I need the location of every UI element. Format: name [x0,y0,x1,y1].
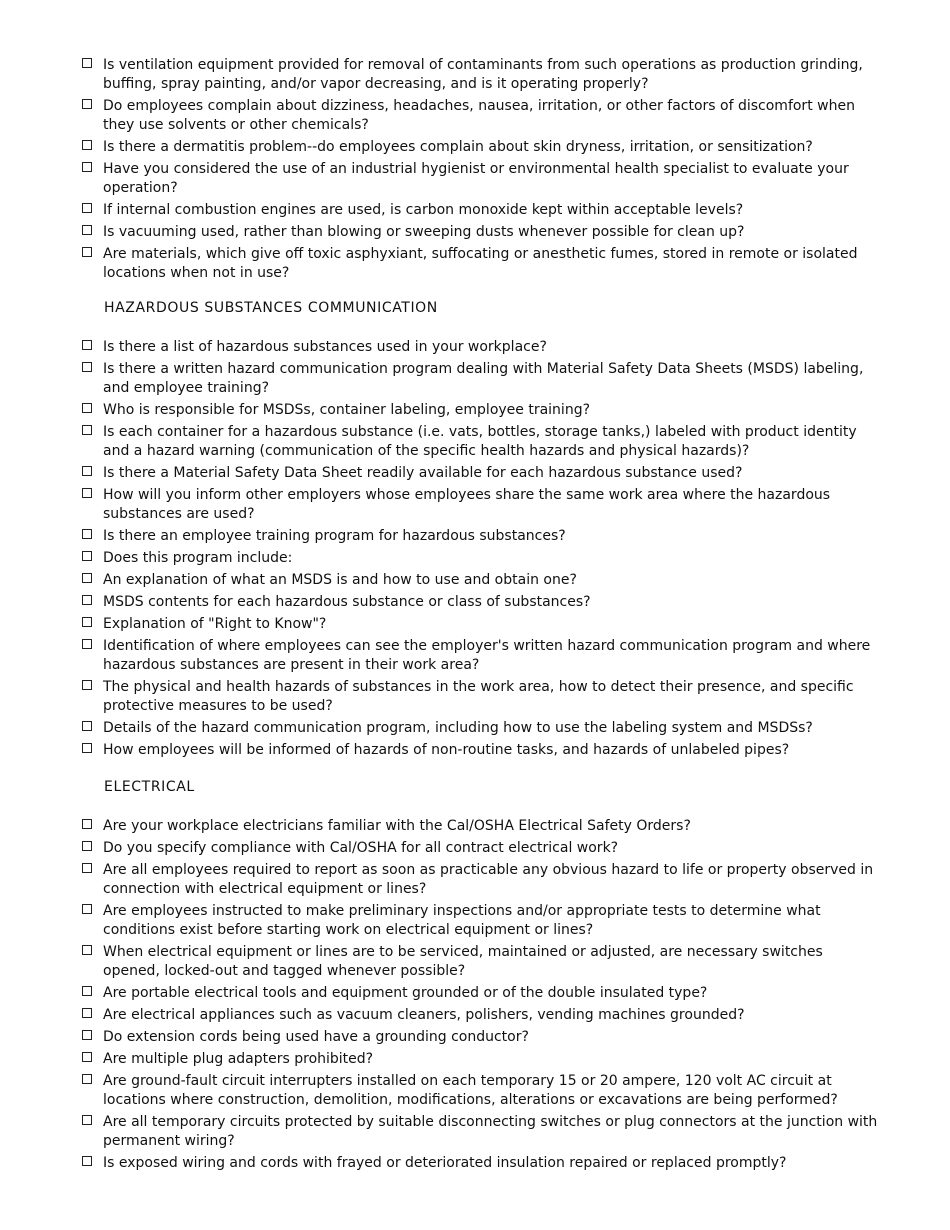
item-text: Explanation of "Right to Know"? [103,616,327,632]
item-text: Are materials, which give off toxic asphyxiant, suffocating or anesthetic fumes, stored in remote or isolated locations when not in use? [103,246,858,281]
list-item [82,401,882,420]
checkbox[interactable] [82,1115,92,1125]
list-item [82,984,882,1003]
item-text: Have you considered the use of an industrial hygienist or environmental health specialist to evaluate your operation? [103,161,849,196]
checkbox[interactable] [82,1008,92,1018]
item-text: Is there a list of hazardous substances used in your workplace? [103,339,547,355]
item-text: Is there a dermatitis problem--do employees complain about skin dryness, irritation, or sensitization? [103,139,813,155]
item-text: Is there an employee training program for hazardous substances? [103,528,566,544]
item-text: Is there a Material Safety Data Sheet readily available for each hazardous substance used? [103,465,743,481]
checkbox[interactable] [82,140,92,150]
list-item [82,817,882,836]
list-item [82,1154,882,1173]
list-item [82,423,882,461]
checkbox[interactable] [82,1052,92,1062]
list-item [82,549,882,568]
checkbox[interactable] [82,639,92,649]
item-text: Details of the hazard communication program, including how to use the labeling system and MSDSs? [103,720,813,736]
list-item [82,201,882,220]
checkbox[interactable] [82,203,92,213]
checkbox[interactable] [82,595,92,605]
item-text: Do extension cords being used have a grounding conductor? [103,1029,529,1045]
item-text: If internal combustion engines are used, is carbon monoxide kept within acceptable levels? [103,202,744,218]
list-item [82,97,882,135]
item-text: How employees will be informed of hazards of non-routine tasks, and hazards of unlabeled pipes? [103,742,790,758]
section-heading-electrical: ELECTRICAL [104,779,195,795]
checkbox[interactable] [82,1030,92,1040]
checkbox[interactable] [82,863,92,873]
checkbox[interactable] [82,403,92,413]
checkbox[interactable] [82,225,92,235]
checkbox[interactable] [82,551,92,561]
item-text: Are all employees required to report as soon as practicable any obvious hazard to life or property observed in connection with electrical equipment or lines? [103,862,874,897]
checkbox[interactable] [82,425,92,435]
item-text: An explanation of what an MSDS is and how to use and obtain one? [103,572,577,588]
hazardous-substances-section [82,338,882,760]
list-item [82,245,882,283]
item-text: Are multiple plug adapters prohibited? [103,1051,374,1067]
item-text: Are employees instructed to make preliminary inspections and/or appropriate tests to determine what conditions exist before starting work on electrical equipment or lines? [103,903,821,938]
item-text: Are portable electrical tools and equipment grounded or of the double insulated type? [103,985,708,1001]
item-text: Do employees complain about dizziness, headaches, nausea, irritation, or other factors of discomfort when they use solvents or other chemicals? [103,98,855,133]
item-text: How will you inform other employers whose employees share the same work area where the hazardous substances are used? [103,487,831,522]
item-text: Is vacuuming used, rather than blowing or sweeping dusts whenever possible for clean up? [103,224,745,240]
list-item [82,160,882,198]
list-item [82,637,882,675]
checkbox[interactable] [82,573,92,583]
checkbox[interactable] [82,340,92,350]
list-item [82,1113,882,1151]
item-text: Is ventilation equipment provided for removal of contaminants from such operations as production grinding, buffing, spray painting, and/or vapor decreasing, and is it operating properly? [103,57,863,92]
section-heading-hazardous-substances: HAZARDOUS SUBSTANCES COMMUNICATION [104,300,438,316]
item-text: Identification of where employees can see the employer's written hazard communication program and where hazardous substances are present in their work area? [103,638,871,673]
checkbox[interactable] [82,617,92,627]
checkbox[interactable] [82,58,92,68]
list-item [82,902,882,940]
checkbox[interactable] [82,247,92,257]
item-text: Is exposed wiring and cords with frayed or deteriorated insulation repaired or replaced promptly? [103,1155,787,1171]
item-text: Is there a written hazard communication program dealing with Material Safety Data Sheets (MSDS) labeling, and employee training? [103,361,864,396]
checkbox[interactable] [82,488,92,498]
checkbox[interactable] [82,819,92,829]
list-item [82,338,882,357]
checkbox[interactable] [82,362,92,372]
checkbox[interactable] [82,466,92,476]
checkbox[interactable] [82,1156,92,1166]
checkbox[interactable] [82,945,92,955]
item-text: Who is responsible for MSDSs, container labeling, employee training? [103,402,591,418]
item-text: Are all temporary circuits protected by suitable disconnecting switches or plug connectors at the junction with permanent wiring? [103,1114,878,1149]
checkbox[interactable] [82,743,92,753]
checkbox[interactable] [82,721,92,731]
list-item [82,615,882,634]
list-item [82,861,882,899]
electrical-section [82,817,882,1173]
checkbox[interactable] [82,162,92,172]
list-item [82,527,882,546]
list-item [82,571,882,590]
list-item [82,593,882,612]
checkbox[interactable] [82,904,92,914]
checkbox[interactable] [82,680,92,690]
item-text: The physical and health hazards of substances in the work area, how to detect their presence, and specific protective measures to be used? [103,679,854,714]
list-item [82,943,882,981]
checkbox[interactable] [82,99,92,109]
list-item [82,464,882,483]
item-text: Does this program include: [103,550,293,566]
list-item [82,719,882,738]
list-item [82,223,882,242]
item-text: Do you specify compliance with Cal/OSHA for all contract electrical work? [103,840,619,856]
list-item [82,741,882,760]
list-item [82,138,882,157]
item-text: Is each container for a hazardous substance (i.e. vats, bottles, storage tanks,) labeled with product identity and a hazard warning (communication of the specific health hazards and physical hazards)? [103,424,857,459]
list-item [82,678,882,716]
list-item [82,1006,882,1025]
item-text: Are electrical appliances such as vacuum cleaners, polishers, vending machines grounded? [103,1007,745,1023]
list-item [82,839,882,858]
checkbox[interactable] [82,529,92,539]
list-item [82,1072,882,1110]
item-text: MSDS contents for each hazardous substance or class of substances? [103,594,591,610]
list-item [82,486,882,524]
list-item [82,56,882,94]
list-item [82,1050,882,1069]
list-item [82,1028,882,1047]
checkbox[interactable] [82,986,92,996]
item-text: Are your workplace electricians familiar with the Cal/OSHA Electrical Safety Orders? [103,818,691,834]
item-text: Are ground-fault circuit interrupters installed on each temporary 15 or 20 ampere, 120 volt AC circuit at locations where construction, demolition, modifications, alterations or excavations are being performed? [103,1073,838,1108]
checkbox[interactable] [82,1074,92,1084]
ventilation-section [82,56,882,283]
item-text: When electrical equipment or lines are to be serviced, maintained or adjusted, are necessary switches opened, locked-out and tagged whenever possible? [103,944,823,979]
list-item [82,360,882,398]
checkbox[interactable] [82,841,92,851]
